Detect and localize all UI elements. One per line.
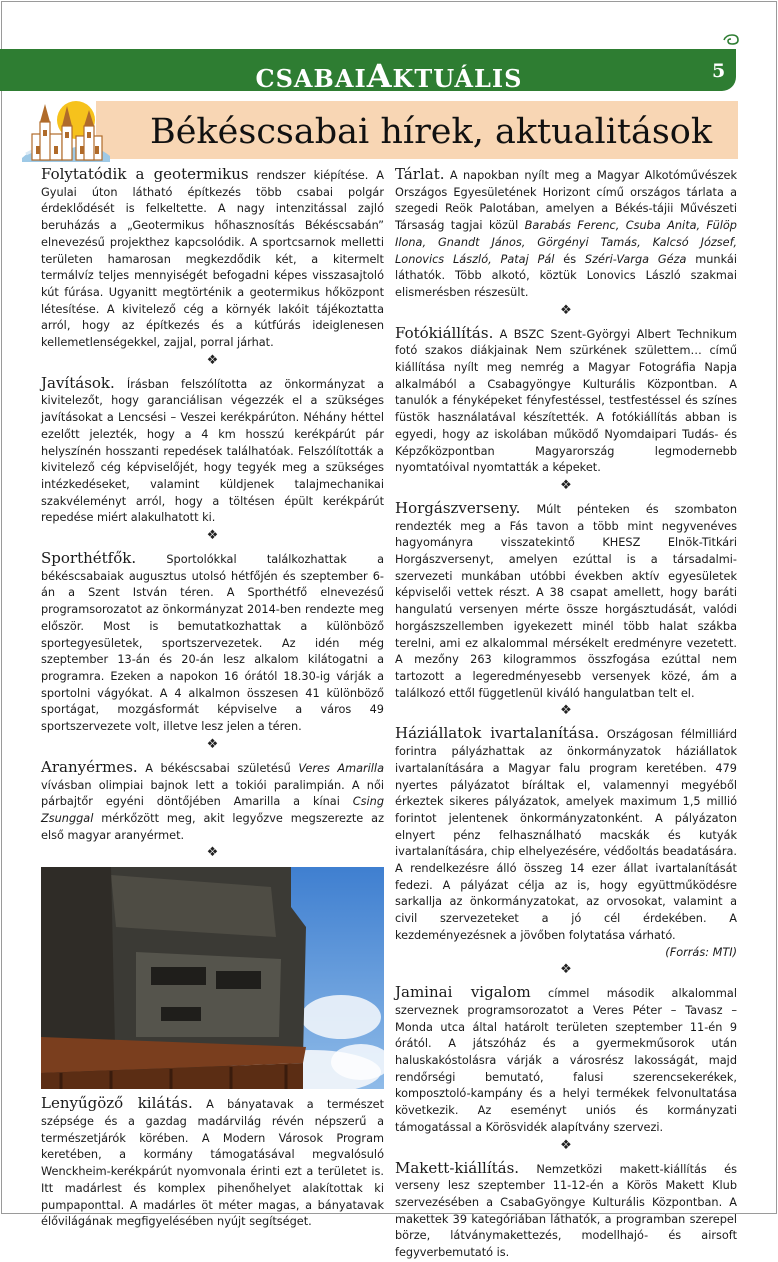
article-body: vívásban olimpiai bajnok lett a tokiói paralimpián. A női párbajtőr egyéni döntőjében Amarilla a kínai <box>41 778 384 809</box>
article-heading: Lenyűgöző kilátás. <box>41 1094 193 1113</box>
artist-name: Széri-Varga Géza <box>584 252 687 266</box>
person-name: Veres Amarilla <box>298 761 384 775</box>
separator-ornament-icon: ❖ <box>206 736 219 752</box>
article-body: Nemzetközi makett-kiállítás és verseny lesz szeptember 11-12-én a Körös Makett Klub szervezésében a CsabaGyöngye Kulturális Központban. A makettek 39 kategóriában láthatók, a programban szerepel börze, látványmakettezés, modellhajó- és airsoft fegyverbemutató is. <box>395 1162 737 1260</box>
article-heading: Háziállatok ivartalanítása. <box>395 724 600 743</box>
article-lenyugozo-kilatas <box>41 1095 384 1231</box>
church-logo-icon <box>18 96 114 166</box>
separator-ornament-icon: ❖ <box>560 302 572 318</box>
person-name: Csing Zsunggal <box>41 795 384 825</box>
right-column <box>395 166 737 1262</box>
article-heading: Aranyérmes. <box>41 757 138 776</box>
article-sporthetfok <box>41 550 384 736</box>
separator-ornament-icon: ❖ <box>560 703 572 719</box>
article-fotokiallitas <box>395 325 737 477</box>
article-body: és <box>554 252 585 266</box>
article-body: mérkőzött meg, akit legyőzve megszerezte az első magyar aranyérmet. <box>41 811 384 842</box>
article-body: Sportolókkal találkozhattak a békéscsabaiak augusztus utolsó hétfőjén és szeptember 6-án a Szent István téren. A Sporthétfő elnevezésű programsorozatot az önkormányzat 2014-ben rendezte meg először. Most is bemutatkozhattak a különböző sportegyesületek, sportszervezetek. Az idén még szeptember 13-án és 20-án lesz alkalom kilátogatni a programra. Ezeken a napokon 16 órától 18.30-ig várják a sportolni vágyókat. A 4 alkalmon összesen 41 különböző sportágat, mozgásformát képviselve a város 49 sportszervezete volt, illetve lesz jelen a téren. <box>41 553 384 734</box>
swirl-ornament-icon <box>722 34 740 46</box>
article-heading: Javítások. <box>41 373 115 392</box>
page-number: 5 <box>712 60 726 82</box>
separator-ornament-icon: ❖ <box>206 352 219 368</box>
article-makett-kiallitas <box>395 1160 737 1262</box>
article-body: munkái láthatók. Több alkotó, köztük Lonovics László szakmai elismerésben részesült. <box>395 252 737 299</box>
section-headline: Békéscsabai hírek, aktualitások <box>150 112 713 152</box>
article-heading: Folytatódik a geotermikus <box>41 165 249 183</box>
magazine-title <box>0 57 778 95</box>
separator-ornament-icon: ❖ <box>560 1137 572 1153</box>
article-body: Múlt pénteken és szombaton rendezték meg a Fás tavon a több mint negyvenéves hagyományra visszatekintő KHESZ Elnök-Titkári Horgászversenyt, amelyen ezúttal is a társadalmi-szervezeti munkában utóbbi években aktív egyesületek képviselői vettek részt. A 38 csapat amellett, hogy baráti hangulatú versenyen mérte össze horgásztudását, valódi horgászszellemben igyekezett minél több halat szákba terelni, ami ez alkalommal mérsékelt eredményre vezetett. A mezőny 263 kilogrammos összfogása ezúttal nem tartozott a legeredményesebb versenyek közé, ám a találkozó ettől függetlenül kiváló hangulatban telt el. <box>395 502 737 700</box>
article-aranyermes <box>41 759 384 845</box>
article-body: Írásban felszólította az önkormányzat a kivitelezőt, hogy garanciálisan végezzék el a szükséges javításokat a Lencsési – Veszei kerékpárúton. Néhány héttel ezelőtt jelezték, hogy a 4 km hosszú kerékpárút pár helyszínén hosszanti repedések találhatóak. Felszólították a kivitelező cég képviselőjét, hogy tegyék meg a szükséges intézkedéseket, valamint küldjenek talajmechanikai szakvéleményt arról, hogy a töltésen épült kerékpárút repedése miért alakulhatott ki. <box>41 377 384 525</box>
article-tarlat <box>395 166 737 302</box>
article-body: címmel második alkalommal szerveznek programsorozatot a Veres Péter – Tavasz – Monda utca által határolt területen szeptember 11-én 9 órától. A játszóház és a gyermekműsorok után haluskakóstolásra várják a városrész lakosságát, majd rendőrségi bemutató, falusi szerencsekerékek, komposztoló-kampány és a helyi termékek felvonultatása következik. Az eseményt uniós és kormányzati támogatással a Körösvidék alapítvány szervezi. <box>395 987 737 1134</box>
source-credit: (Forrás: MTI) <box>665 945 737 959</box>
article-heading: Jaminai vigalom <box>395 983 531 1002</box>
article-javitasok <box>41 375 384 527</box>
birdwatching-tower-photo <box>41 867 384 1089</box>
article-heading: Tárlat. <box>395 165 445 183</box>
article-body: A napokban nyílt meg a Magyar Alkotóművészek Országos Egyesületének Horizont című országos tárlata a szegedi Reök Palotában, amelyen a Békés-tájii Művészeti Társaság tagjai közül <box>395 169 737 233</box>
article-heading: Makett-kiállítás. <box>395 1158 520 1177</box>
article-body: A békéscsabai születésű <box>137 761 299 775</box>
article-body: rendszer kiépítése. A Gyulai úton látható építkezés több csabai polgár érdeklődését is felkeltette. A nagy intenzitással zajló beruházás a „Geotermikus hőhasznosítás Békéscsabán” elnevezésű projekthez kapcsolódik. A sportcsarnok melletti területen hamarosan megkezdődik két, a kitermelt termálvíz teljes mennyiségét befogadni képes visszasajtoló kút fúrása. Ugyanitt megtörténik a geotermikus hőközpont létesítése. A kivitelező cég a környék lakóit tájékoztatta arról, hogy az építkezés és a kútfúrás ideiglenesen kellemetlenségekkel, zajjal, porral járhat. <box>41 169 384 350</box>
article-heading: Horgászverseny. <box>395 498 521 517</box>
article-jaminai-vigalom <box>395 984 737 1136</box>
article-body: A BSZC Szent-Györgyi Albert Technikum fotó szakos diákjainak Nem szürkének születtem… című kiállítása nyílt meg nemrég a Magyar Fotográfia Napja alkalmából a Csabagyöngye Kulturális Központban. A tanulók a fényképeket fényfestéssel, testfestéssel és színes füstök használatával készítették. A fotókiállítás abban is egyedi, hogy az iskolában működő Nyomdaipari Tudás- és Képzőközpontban Magyarország legmodernebb nyomtatóival nyomtatták a képeket. <box>395 327 737 475</box>
article-heading: Sporthétfők. <box>41 549 137 568</box>
left-column <box>41 166 384 1231</box>
title-part-csabai: CSABAI <box>255 64 367 93</box>
article-body: A bányatavak a természet szépsége és a gazdag madárvilág révén népszerű a természetjárók körében. A Modern Városok Program keretében, a kormány támogatásával megvalósuló Wenckheim-kerékpárút nyomvonala érinti ezt a területet is. Itt madárlest és komplex pihenőhelyet alakítottak ki pumpaponttal. A madárles öt méter magas, a bányatavak élővilágának megfigyelésében nyújt segítséget. <box>41 1098 385 1229</box>
separator-ornament-icon: ❖ <box>206 528 219 544</box>
article-haziallatok <box>395 725 737 961</box>
title-part-ktualis: KTUÁLIS <box>392 64 523 93</box>
separator-ornament-icon: ❖ <box>206 845 219 861</box>
article-geotermikus <box>41 166 384 352</box>
article-body: Országosan félmilliárd forintra pályázhattak az önkormányzatok háziállatok ivartalanítására a Magyar falu program keretében. 479 nyertes pályázatot bíráltak el, valamennyi megyéből érkeztek sikeres pályázatok, amelyek maximum 1,5 millió forintot jelentenek önkormányzatonként. A pályázaton elnyert pénz felhasználható macskák és kutyák ivartalanítására, chip elhelyezésére, védőoltás beadatására. A rendelkezésre álló összeg 14 ezer állat ivartalanítását fedezi. A pályázat célja az is, hogy együttműködésre sarkallja az önkormányzatokat, az orvosokat, valamint a civil szervezeteket a jó cél érdekében. A kezdeményezésnek a jövőben folytatása várható. <box>395 728 738 942</box>
title-initial-a: A <box>366 57 393 95</box>
separator-ornament-icon: ❖ <box>560 962 572 978</box>
article-heading: Fotókiállítás. <box>395 323 494 342</box>
separator-ornament-icon: ❖ <box>560 477 572 493</box>
article-horgaszverseny <box>395 500 737 702</box>
artist-names: Barabás Ferenc, Csuba Anita, Fülöp Ilona, Gnandt János, Görgényi Tamás, Kalcsó József, Lonovics László, Pataj Pál <box>395 219 737 266</box>
